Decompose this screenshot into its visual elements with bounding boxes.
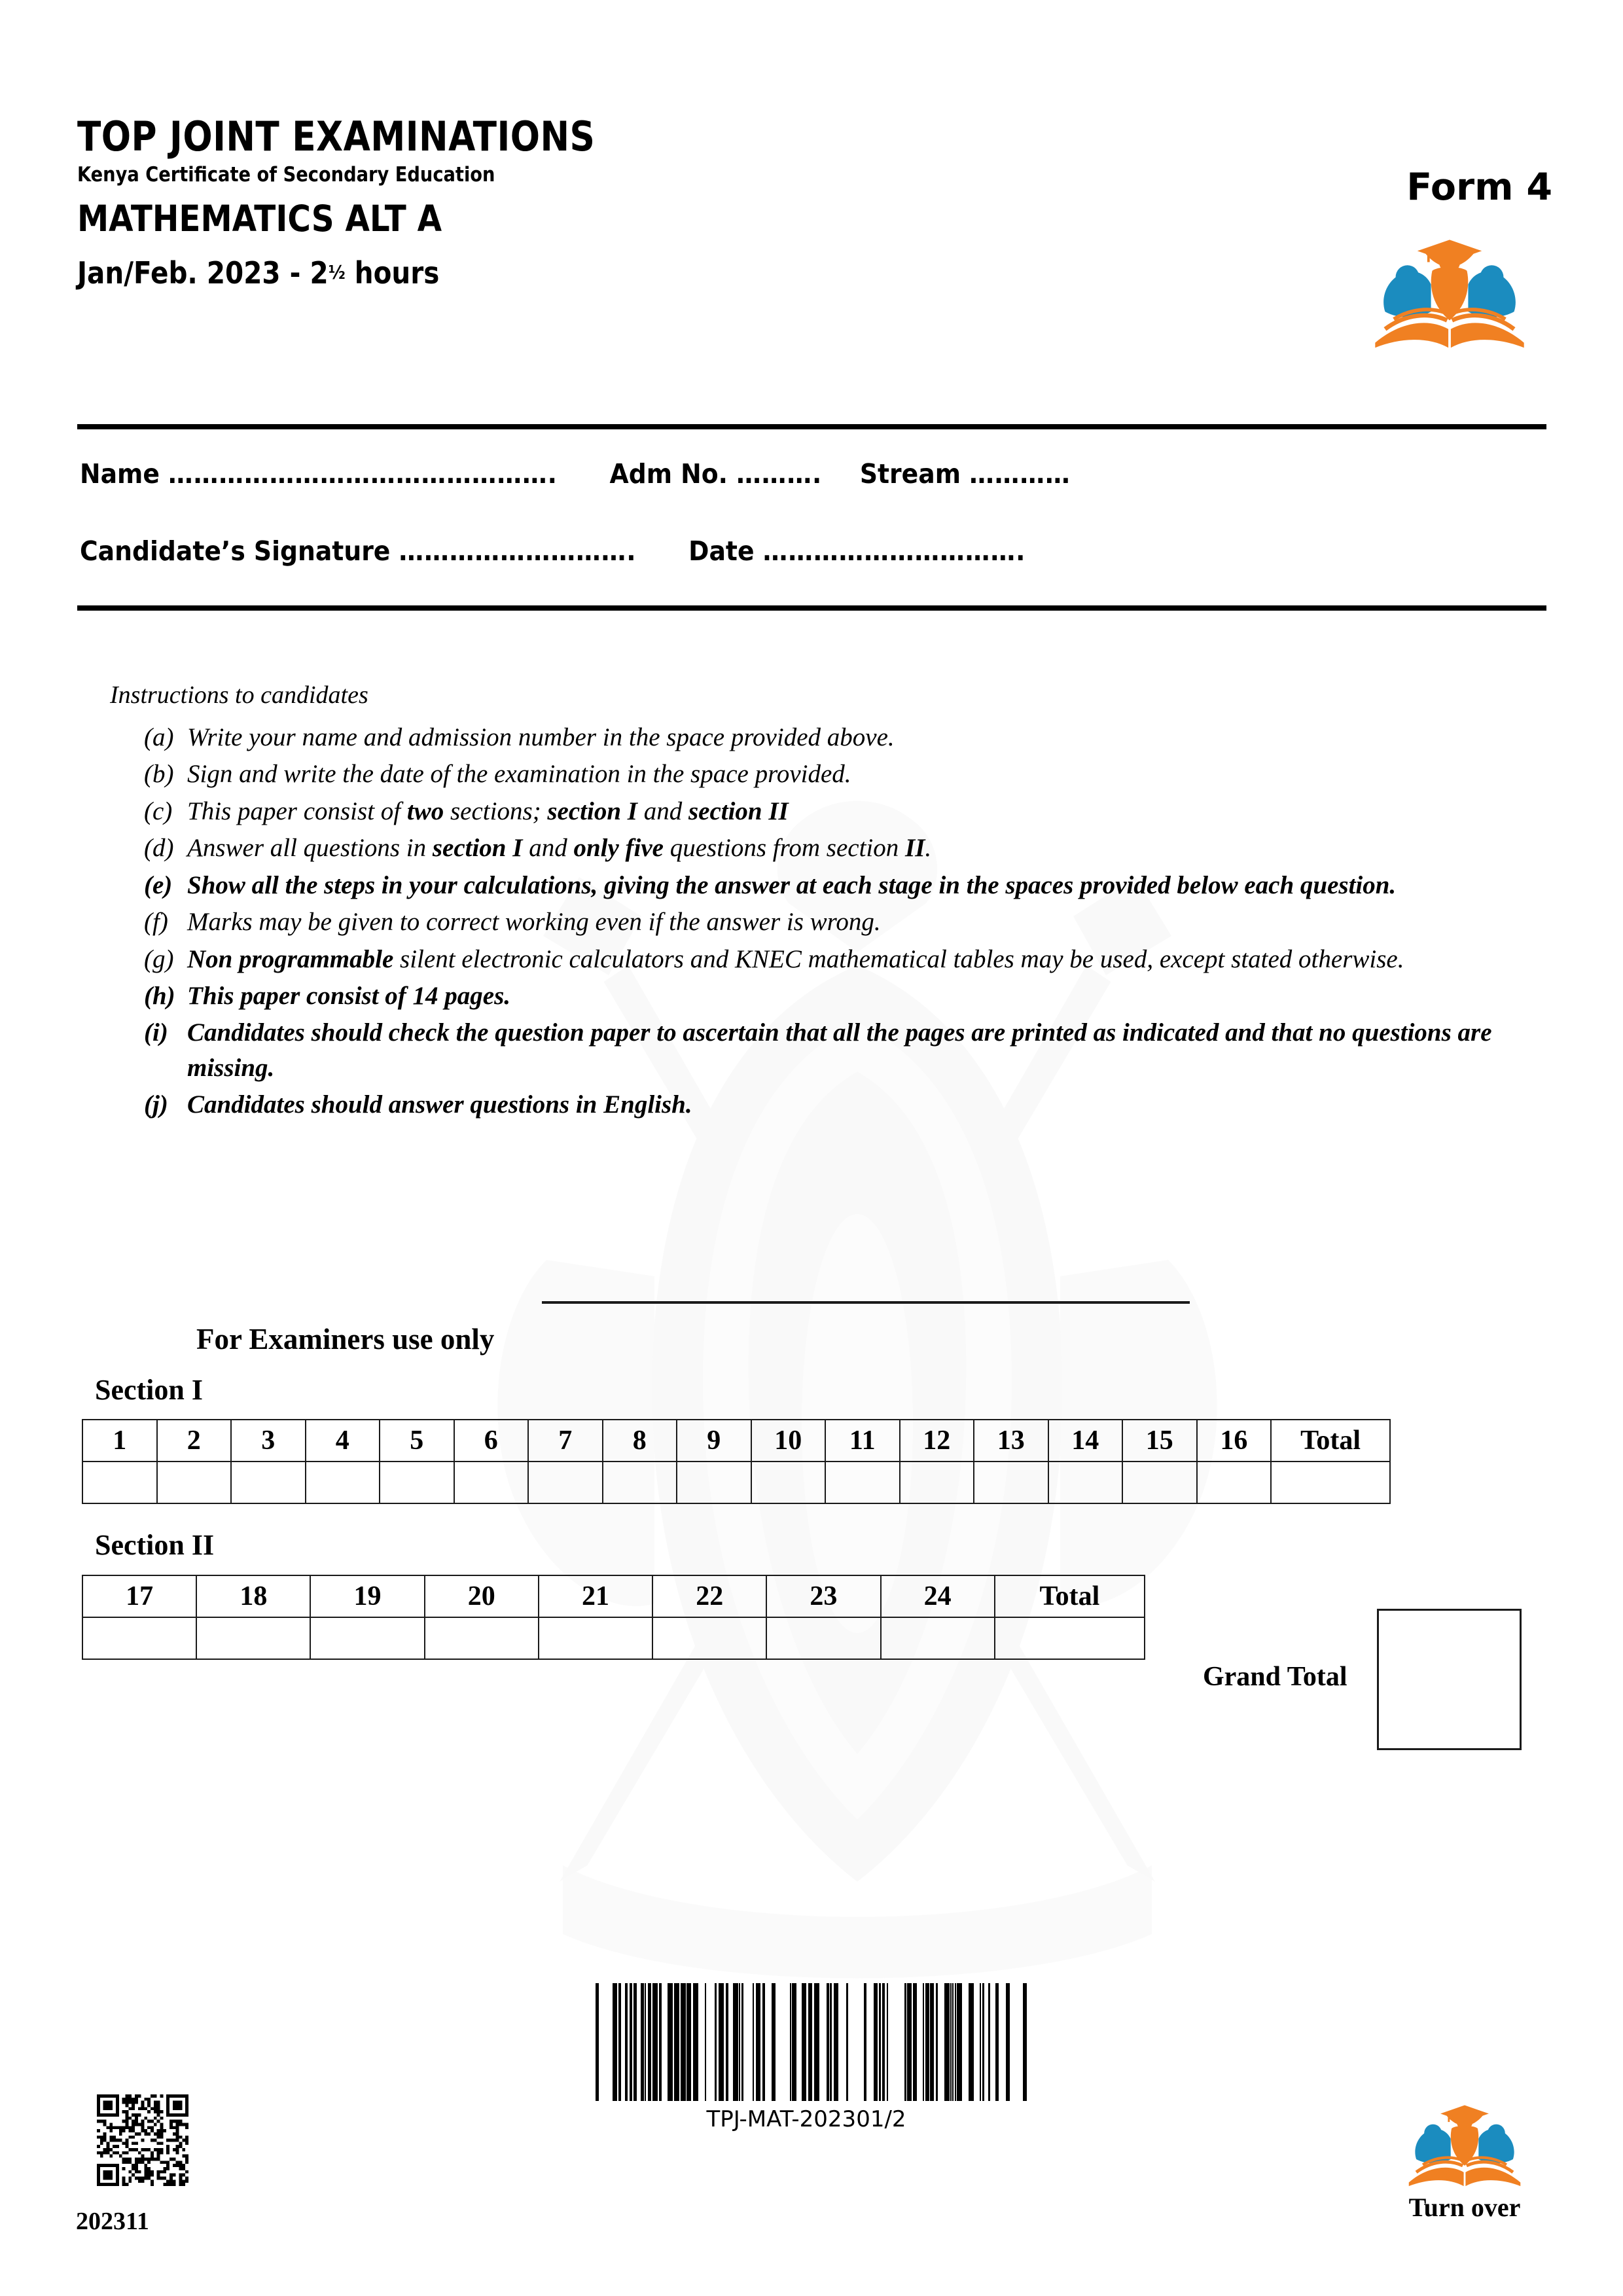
- adm-no-input-dots[interactable]: ……….: [736, 458, 823, 490]
- section-2-score-cell[interactable]: [881, 1617, 995, 1659]
- section-2-header-cell: Total: [995, 1575, 1145, 1617]
- section-1-header-cell: 10: [751, 1420, 826, 1462]
- instruction-item: [144, 1087, 1551, 1122]
- section-1-score-cell[interactable]: [1197, 1462, 1272, 1503]
- section-2-score-cell[interactable]: [82, 1617, 196, 1659]
- section-1-header-cell: 11: [825, 1420, 900, 1462]
- instruction-marker: (a): [144, 723, 174, 751]
- header-divider-bottom: [77, 605, 1546, 611]
- section-2-label: Section II: [95, 1529, 215, 1561]
- section-1-score-row: [82, 1462, 1390, 1503]
- barcode-block: [544, 1983, 1068, 2132]
- section-1-score-cell[interactable]: [825, 1462, 900, 1503]
- section-1-header-cell: 6: [454, 1420, 529, 1462]
- instructions-heading: Instructions to candidates: [110, 681, 368, 709]
- instruction-item: [144, 831, 1551, 865]
- instruction-item: [144, 757, 1551, 791]
- section-1-score-cell[interactable]: [82, 1462, 157, 1503]
- instruction-marker: (b): [144, 760, 174, 789]
- date-input-dots[interactable]: ………………………….: [762, 535, 1026, 567]
- instruction-item: [144, 720, 1551, 755]
- section-1-score-cell[interactable]: [603, 1462, 677, 1503]
- section-2-score-cell[interactable]: [539, 1617, 652, 1659]
- section-1-header-cell: 7: [528, 1420, 603, 1462]
- instruction-text: Non programmable silent electronic calculators and KNEC mathematical tables may be used, except stated otherwise.: [187, 944, 1404, 973]
- instruction-marker: (i): [144, 1018, 168, 1047]
- form-level-label: Form 4: [1406, 166, 1552, 209]
- section-2-header-cell: 20: [425, 1575, 539, 1617]
- section-2-header-cell: 17: [82, 1575, 196, 1617]
- signature-label: Candidate’s Signature: [80, 535, 391, 567]
- instruction-text: Answer all questions in section I and only five questions from section II.: [187, 834, 932, 863]
- section-1-score-cell[interactable]: [1048, 1462, 1123, 1503]
- instruction-text: Candidates should answer questions in English.: [187, 1090, 692, 1119]
- section-1-header-cell: 12: [900, 1420, 974, 1462]
- section-2-score-cell[interactable]: [310, 1617, 424, 1659]
- turn-over-text: Turn over: [1408, 2193, 1521, 2222]
- section-1-header-row: [82, 1420, 1390, 1462]
- exam-subtitle: Kenya Certificate of Secondary Education: [77, 163, 495, 187]
- section-1-header-cell: 4: [306, 1420, 380, 1462]
- instruction-item: [144, 905, 1551, 939]
- section-1-marks-table: [82, 1419, 1391, 1504]
- instruction-marker: (c): [144, 797, 173, 825]
- section-2-header-row: [82, 1575, 1145, 1617]
- section-1-header-cell: 2: [157, 1420, 232, 1462]
- section-1-score-cell[interactable]: [306, 1462, 380, 1503]
- section-1-header-cell: 13: [974, 1420, 1048, 1462]
- section-2-marks-table: [82, 1575, 1145, 1660]
- section-1-label: Section I: [95, 1374, 203, 1406]
- candidate-signature-row: [80, 535, 1026, 567]
- subject-title: MATHEMATICS ALT A: [77, 198, 442, 240]
- session-duration: [77, 255, 1056, 291]
- instruction-item: [144, 1015, 1551, 1085]
- instruction-item: [144, 868, 1551, 903]
- instructions-list: [144, 720, 1551, 1124]
- section-1-header-cell: 1: [82, 1420, 157, 1462]
- section-1-score-cell[interactable]: [528, 1462, 603, 1503]
- section-1-header-cell: 15: [1122, 1420, 1197, 1462]
- instruction-marker: (j): [144, 1090, 168, 1119]
- section-1-score-cell[interactable]: [157, 1462, 232, 1503]
- section-1-score-cell[interactable]: [974, 1462, 1048, 1503]
- qr-code-block: [76, 2094, 188, 2236]
- section-2-header-cell: 21: [539, 1575, 652, 1617]
- instruction-text: This paper consist of two sections; section I and section II: [187, 797, 789, 825]
- stream-input-dots[interactable]: …………: [969, 458, 1071, 490]
- session-prefix: Jan/Feb. 2023 - 2: [77, 255, 329, 291]
- header-divider-top: [77, 424, 1546, 429]
- examiners-heading: For Examiners use only: [196, 1323, 495, 1355]
- name-label: Name: [80, 458, 160, 490]
- date-label: Date: [688, 535, 755, 567]
- instruction-marker: (e): [144, 870, 173, 899]
- instruction-text: Write your name and admission number in the space provided above.: [187, 723, 895, 751]
- section-2-header-cell: 19: [310, 1575, 424, 1617]
- instruction-marker: (d): [144, 834, 174, 863]
- exam-header: [77, 113, 1190, 291]
- barcode-image: [580, 1983, 1032, 2101]
- section-1-score-cell[interactable]: [454, 1462, 529, 1503]
- section-1-score-cell[interactable]: [1271, 1462, 1390, 1503]
- instruction-item: [144, 942, 1551, 977]
- school-logo-icon-footer: [1402, 2100, 1527, 2188]
- paper-code-text: 202311: [76, 2208, 149, 2235]
- section-2-header-cell: 23: [766, 1575, 880, 1617]
- section-1-header-cell: 9: [677, 1420, 751, 1462]
- examiners-divider: [542, 1301, 1190, 1304]
- instruction-text: Marks may be given to correct working even if the answer is wrong.: [187, 908, 881, 937]
- instruction-marker: (g): [144, 944, 174, 973]
- adm-no-label: Adm No.: [609, 458, 728, 490]
- section-2-header-cell: 22: [652, 1575, 766, 1617]
- section-1-header-cell: 3: [231, 1420, 306, 1462]
- name-input-dots[interactable]: ……………………………………….: [168, 458, 558, 490]
- section-1-score-cell[interactable]: [380, 1462, 454, 1503]
- section-1-score-cell[interactable]: [1122, 1462, 1197, 1503]
- section-2-header-cell: 24: [881, 1575, 995, 1617]
- section-2-score-cell[interactable]: [652, 1617, 766, 1659]
- section-1-score-cell[interactable]: [231, 1462, 306, 1503]
- stream-label: Stream: [859, 458, 961, 490]
- section-1-header-cell: 8: [603, 1420, 677, 1462]
- instruction-text: Candidates should check the question paper to ascertain that all the pages are printed as indicated and that no questions are missing.: [187, 1018, 1492, 1082]
- school-logo-icon: [1368, 232, 1531, 350]
- grand-total-box[interactable]: [1377, 1609, 1522, 1750]
- instruction-text: Show all the steps in your calculations, giving the answer at each stage in the spaces provided below each question.: [187, 870, 1397, 899]
- section-1-header-cell: 14: [1048, 1420, 1123, 1462]
- section-1-score-cell[interactable]: [900, 1462, 974, 1503]
- grand-total-label: Grand Total: [1203, 1662, 1347, 1692]
- section-2-score-cell[interactable]: [196, 1617, 310, 1659]
- section-2-header-cell: 18: [196, 1575, 310, 1617]
- section-2-score-cell[interactable]: [995, 1617, 1145, 1659]
- exam-title: TOP JOINT EXAMINATIONS: [77, 113, 596, 160]
- barcode-text: TPJ-MAT-202301/2: [706, 2106, 906, 2132]
- section-2-score-row: [82, 1617, 1145, 1659]
- signature-input-dots[interactable]: ……………………….: [399, 535, 637, 567]
- instruction-text: Sign and write the date of the examination in the space provided.: [187, 760, 851, 789]
- candidate-identity-row: [80, 458, 1071, 490]
- session-suffix: hours: [345, 255, 440, 291]
- half-fraction: ½: [328, 261, 346, 283]
- section-2-score-cell[interactable]: [425, 1617, 539, 1659]
- instruction-marker: (h): [144, 981, 175, 1010]
- section-1-score-cell[interactable]: [677, 1462, 751, 1503]
- section-1-score-cell[interactable]: [751, 1462, 826, 1503]
- turn-over-block: [1373, 2100, 1556, 2223]
- section-1-header-cell: 16: [1197, 1420, 1272, 1462]
- section-1-header-cell: Total: [1271, 1420, 1390, 1462]
- instruction-item: [144, 978, 1551, 1013]
- instruction-marker: (f): [144, 908, 168, 937]
- section-1-header-cell: 5: [380, 1420, 454, 1462]
- instruction-text: This paper consist of 14 pages.: [187, 981, 511, 1010]
- instruction-item: [144, 794, 1551, 829]
- section-2-score-cell[interactable]: [766, 1617, 880, 1659]
- qr-code-icon: [97, 2094, 188, 2186]
